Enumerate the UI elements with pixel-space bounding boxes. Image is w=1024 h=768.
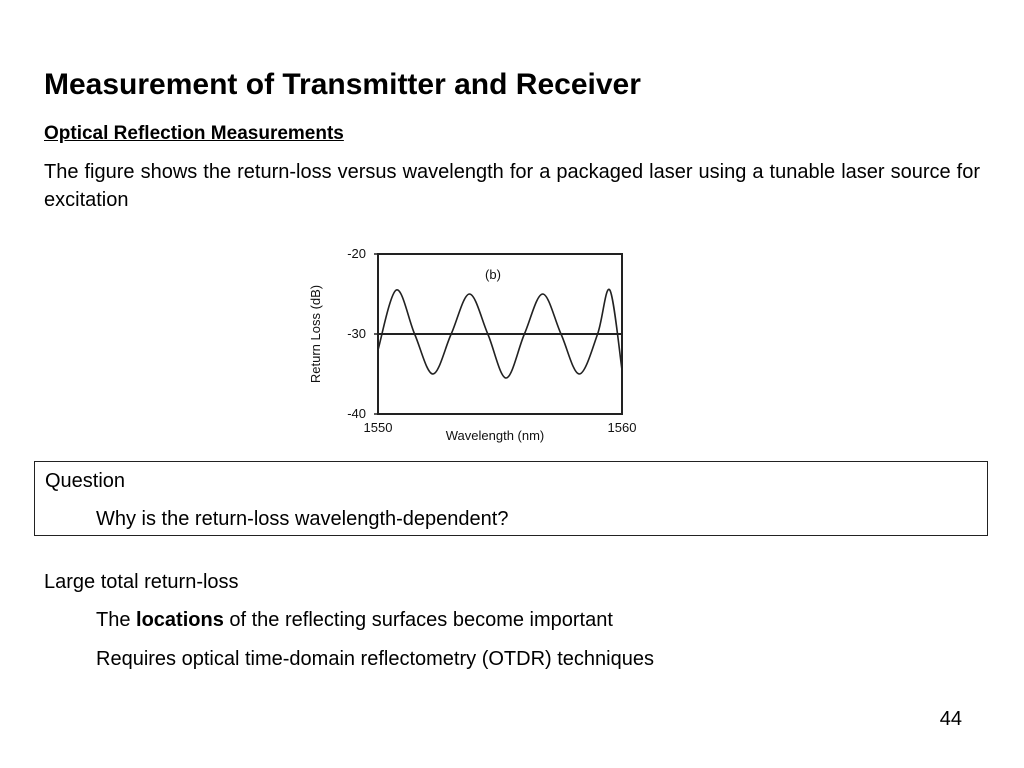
chart-x-axis-label: Wavelength (nm) xyxy=(445,428,545,443)
x-tick-label: 1550 xyxy=(363,420,393,435)
x-tick-label: 1560 xyxy=(607,420,637,435)
question-box xyxy=(34,461,988,536)
intro-paragraph: The figure shows the return-loss versus wavelength for a packaged laser using a tunable laser source for excitation xyxy=(44,161,980,211)
return-loss-chart xyxy=(300,238,645,450)
slide-title: Measurement of Transmitter and Receiver xyxy=(44,68,641,101)
question-label: Question xyxy=(45,470,126,492)
chart-y-axis-label: Return Loss (dB) xyxy=(308,284,323,384)
y-tick-labels xyxy=(347,246,366,421)
y-tick-label: -20 xyxy=(347,246,366,261)
answer-line1-suffix: of the reflecting surfaces become important xyxy=(229,609,613,631)
answer-heading: Large total return-loss xyxy=(44,571,239,593)
question-text: Why is the return-loss wavelength-dependent? xyxy=(96,508,509,530)
answer-line1-bold: locations xyxy=(136,609,224,631)
y-tick-label: -30 xyxy=(347,326,366,341)
y-tick-label: -40 xyxy=(347,406,366,421)
answer-line1-prefix: The xyxy=(96,609,131,631)
page-number: 44 xyxy=(939,708,962,730)
answer-line-otdr: Requires optical time-domain reflectometry (OTDR) techniques xyxy=(96,648,654,670)
slide-subtitle: Optical Reflection Measurements xyxy=(44,123,344,144)
answer-line-locations xyxy=(96,609,613,632)
chart-panel-label: (b) xyxy=(485,267,501,282)
chart-svg xyxy=(300,238,645,450)
